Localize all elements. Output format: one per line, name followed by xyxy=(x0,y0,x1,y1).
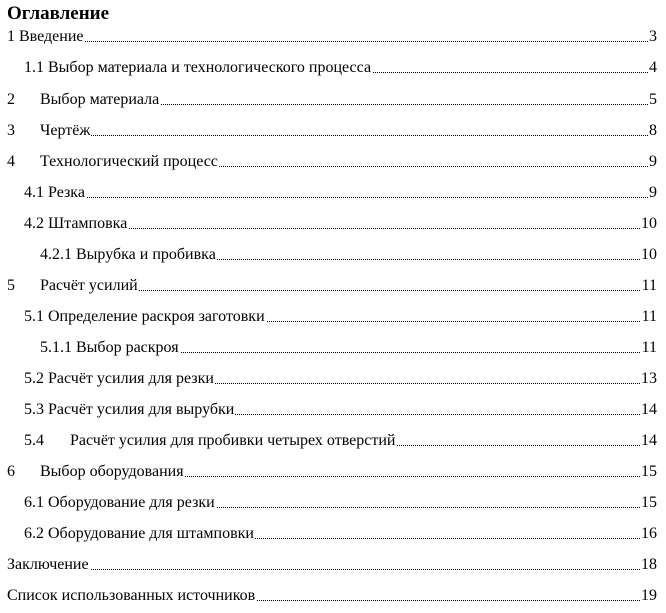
toc-entry-page: 11 xyxy=(641,275,657,297)
toc-entry-page: 11 xyxy=(641,306,657,328)
toc-leader-dots xyxy=(24,197,656,198)
toc-entry-page: 9 xyxy=(648,182,657,204)
toc-entry-page: 13 xyxy=(640,368,657,390)
toc-entry[interactable] xyxy=(0,57,666,79)
toc-entry[interactable] xyxy=(0,89,666,111)
toc-entry-number: 3 xyxy=(7,122,15,139)
toc-entry-number: 4 xyxy=(7,153,15,170)
toc-entry[interactable] xyxy=(0,523,666,545)
toc-entry-text: 5.1.1 Выбор раскроя xyxy=(40,337,180,359)
toc-entry[interactable] xyxy=(0,461,666,483)
toc-entry-page: 19 xyxy=(640,585,657,607)
toc-entry[interactable] xyxy=(0,368,666,390)
toc-entry-page: 11 xyxy=(641,337,657,359)
toc-entry[interactable] xyxy=(0,554,666,576)
toc-entry-page: 9 xyxy=(648,151,657,173)
toc-entry-text: Расчёт усилий xyxy=(40,275,139,297)
toc-entry-number: 6 xyxy=(7,463,15,480)
toc-entry-page: 15 xyxy=(640,492,657,514)
toc-entry-number: 5.4 xyxy=(24,432,44,449)
toc-entry-text: 1 Введение xyxy=(7,26,85,48)
toc-entry-page: 3 xyxy=(648,26,657,48)
toc-entry-text: Чертёж xyxy=(40,120,91,142)
toc-entry-text: 5.1 Определение раскроя заготовки xyxy=(24,306,266,328)
toc-entry-text: Расчёт усилия для пробивки четырех отверстий xyxy=(70,430,396,452)
toc-entry[interactable] xyxy=(0,585,666,607)
toc-entry[interactable] xyxy=(0,492,666,514)
toc-entry[interactable] xyxy=(0,337,666,359)
toc-entry[interactable] xyxy=(0,26,666,48)
toc-entry-text: Технологический процесс xyxy=(40,151,219,173)
toc-entry-text: Заключение xyxy=(7,554,90,576)
toc-entry[interactable] xyxy=(0,275,666,297)
toc-entry-page: 8 xyxy=(648,120,657,142)
toc-entry-text: 4.2 Штамповка xyxy=(24,213,128,235)
toc-entry[interactable] xyxy=(0,182,666,204)
toc-entry-page: 18 xyxy=(640,554,657,576)
toc-entry[interactable] xyxy=(0,151,666,173)
toc-entry[interactable] xyxy=(0,213,666,235)
toc-entry-text: 5.3 Расчёт усилия для вырубки xyxy=(24,399,235,421)
toc-entry-page: 14 xyxy=(640,399,657,421)
toc-entry-text: 6.2 Оборудование для штамповки xyxy=(24,523,255,545)
toc-entry-page: 5 xyxy=(648,89,657,111)
toc-entry-text: Выбор оборудования xyxy=(40,461,185,483)
toc-entry[interactable] xyxy=(0,306,666,328)
toc-entry-page: 4 xyxy=(648,57,657,79)
toc-entry-text: Выбор материала xyxy=(40,89,160,111)
toc-entry-page: 14 xyxy=(640,430,657,452)
toc-entry-page: 10 xyxy=(640,244,657,266)
toc-entry-text: 6.1 Оборудование для резки xyxy=(24,492,216,514)
toc-entry-text: 5.2 Расчёт усилия для резки xyxy=(24,368,215,390)
toc-entry-number: 5 xyxy=(7,277,15,294)
toc-entry-text: 1.1 Выбор материала и технологического процесса xyxy=(24,57,372,79)
toc-leader-dots xyxy=(7,41,656,42)
toc-entry[interactable] xyxy=(0,120,666,142)
toc-leader-dots xyxy=(7,569,656,570)
toc-leader-dots xyxy=(40,135,656,136)
toc-entry-text: Список использованных источников xyxy=(7,585,256,607)
toc-entry[interactable] xyxy=(0,430,666,452)
toc-entry-page: 16 xyxy=(640,523,657,545)
toc-entry-page: 15 xyxy=(640,461,657,483)
toc-entry-text: 4.1 Резка xyxy=(24,182,86,204)
toc-entry[interactable] xyxy=(0,244,666,266)
toc-entry-number: 2 xyxy=(7,91,15,108)
toc-entry-text: 4.2.1 Вырубка и пробивка xyxy=(40,244,217,266)
toc-title: Оглавление xyxy=(7,3,110,24)
toc-entry[interactable] xyxy=(0,399,666,421)
toc-entry-page: 10 xyxy=(640,213,657,235)
